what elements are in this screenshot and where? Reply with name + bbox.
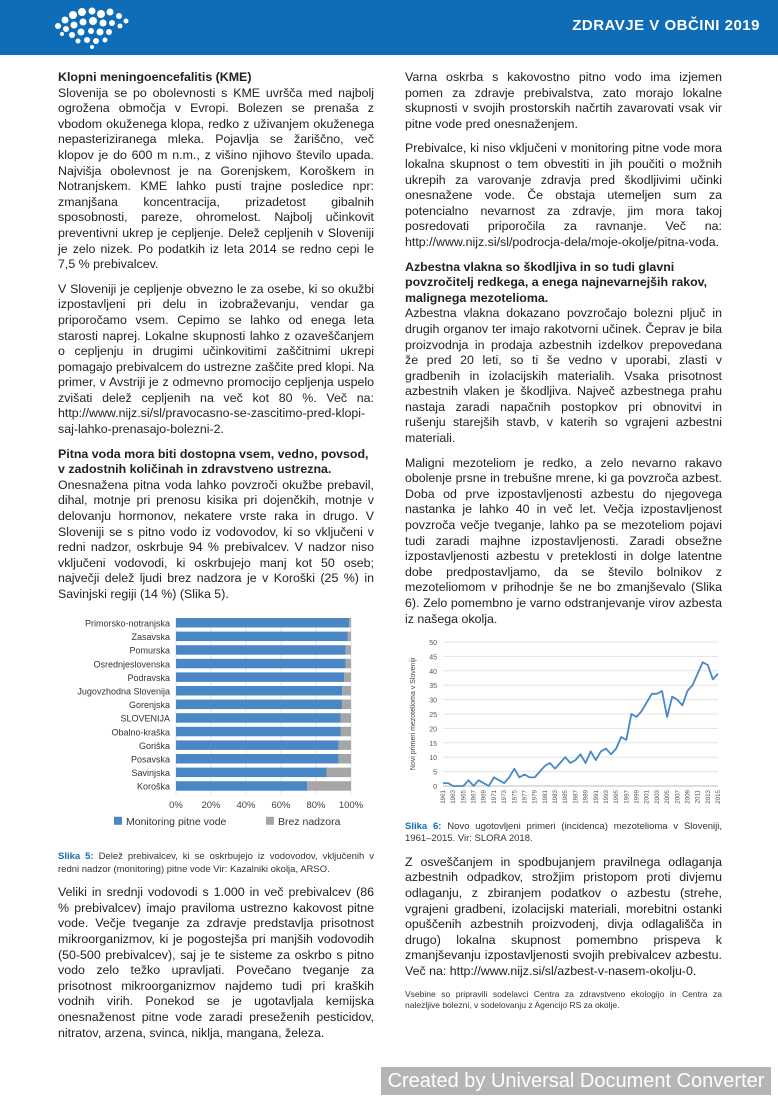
bar-brez-nadzora (341, 726, 352, 736)
page-title: ZDRAVJE V OBČINI 2019 (572, 17, 760, 34)
y-tick-label: 5 (433, 769, 437, 777)
series-line (443, 662, 718, 786)
bar-monitoring (176, 713, 341, 723)
water-monitoring-bar-chart (58, 612, 374, 847)
x-tick-label: 1999 (633, 790, 641, 804)
watermark: Created by Universal Document Converter (381, 1067, 771, 1095)
figure-5-caption (58, 851, 374, 876)
y-tick-label: 35 (429, 683, 437, 691)
x-tick-label: 2013 (704, 790, 712, 804)
bar-brez-nadzora (342, 686, 351, 696)
bar-monitoring (176, 686, 342, 696)
x-tick-label: 40% (236, 799, 256, 811)
bar-monitoring (176, 672, 344, 682)
x-tick-label: 20% (201, 799, 221, 811)
x-tick-label: 1965 (460, 790, 468, 804)
bar-monitoring (176, 740, 339, 750)
x-tick-label: 2003 (653, 790, 661, 804)
x-tick-label: 1979 (531, 790, 539, 804)
x-tick-label: 2011 (694, 790, 702, 804)
paragraph-monitoring: Prebivalce, ki niso vključeni v monitoring pitne vode mora lokalna skupnost o tem obvestiti in jih poučiti o možnih ukrepih za varovanje zdravja pred škodljivimi učinki onesnažene vode. Če obstaja utemeljen sum za potencialno nevarnost za zdravje, jim mora takoj posredovati priporočila za ravnanje. Več na: http://www.nijz.si/sl/podrocja-dela/moje-okolje/pitna-voda. (405, 141, 722, 249)
paragraph-azbest: Azbestna vlakna dokazano povzročajo bolezni pljuč in drugih organov ter imajo rakotvorni učinek. Čeprav je bila proizvodnja in prodaja azbestnih izdelkov prepovedana že pred 20 leti, so ti še vedno v uporabi, zlasti v gradbenih in izolacijskih materialih. Vsaka prisotnost azbestnih vlaken je škodljiva. Največ azbestnega prahu nastaja zaradi napačnih postopkov pri obnovitvi in rušenju starejših stavb, v katerih so vgrajeni azbestni materiali. (405, 306, 722, 446)
bar-monitoring (176, 781, 307, 791)
x-tick-label: 1993 (602, 790, 610, 804)
legend-swatch (114, 816, 122, 824)
x-tick-label: 1975 (511, 790, 519, 804)
page-header (0, 0, 778, 55)
paragraph-pitna-voda: Onesnažena pitna voda lahko povzroči okužbe prebavil, dihal, motnje pri prenosu kisika pri dojenčkih, motnje v delovanju hormonov, nekatere vrste raka in drugo. V Sloveniji se s pitno vodo iz vodovodov, ki so vključeni v redni nadzor, oskrbuje 94 % prebivalcev. V nadzor niso vključeni vodovodi, ki oskrbujejo manj kot 50 oseb; največji delež ljudi brez nadzora je v Koroški (25 %) in Savinjski regiji (14 %) (Slika 5). (58, 477, 374, 601)
x-tick-label: 2001 (643, 790, 651, 804)
bar-brez-nadzora (339, 754, 351, 764)
y-tick-label: 25 (429, 712, 437, 720)
category-label: Savinjska (131, 767, 170, 778)
bar-monitoring (176, 658, 346, 668)
paragraph-mezoteliom: Maligni mezoteliom je redko, a zelo nevarno rakavo obolenje prsne in trebušne mrene, ki ga povzroča azbest. Doba od prve izpostavljenosti azbestu do njegovega nastanka je lahko 40 in več let. Večja izpostavljenost povzroča večje tveganje, lahko pa se mezoteliom pojavi tudi zaradi majhne izpostavljenosti. Zaradi obsežne izpostavljenosti azbestu v preteklosti in dolge latentne dobe predpostavljamo, da se število bolnikov z mezoteliomom v prihodnje še ne bo zmanjševalo (Slika 6). Zelo pomembno je varno odstranjevanje virov azbesta iz našega okolja. (405, 455, 722, 626)
y-tick-label: 30 (429, 697, 437, 705)
bar-monitoring (176, 726, 341, 736)
bar-monitoring (176, 645, 346, 655)
caption-text: Delež prebivalcev, ki se oskrbujejo iz vodovodov, vključenih v redni nadzor (monitoring) pitne vode Vir: Kazalniki okolja, ARSO. (58, 851, 374, 875)
bar-monitoring (176, 631, 348, 641)
x-tick-label: 2015 (715, 790, 722, 804)
bar-monitoring (176, 699, 342, 709)
paragraph-oskrba: Varna oskrba s kakovostno pitno vodo ima izjemen pomen za zdravje prebivalstva, zato morajo lokalne skupnosti v svojih prostorskih načrtih zavarovati vsak vir pitne vode pred onesnaženjem. (405, 70, 722, 131)
x-tick-label: 1983 (552, 790, 560, 804)
heading-azbest: Azbestna vlakna so škodljiva in so tudi glavni povzročitelj redkega, a enega najnevarnejših rakov, malignega mezotelioma. (405, 259, 708, 305)
mesothelioma-line-chart (405, 636, 722, 816)
x-tick-label: 1961 (440, 790, 447, 804)
bar-monitoring (176, 767, 327, 777)
bar-brez-nadzora (339, 740, 351, 750)
category-label: Obalno-kraška (111, 726, 170, 737)
legend-swatch (266, 816, 274, 824)
caption-label: Slika 5: (58, 851, 94, 863)
paragraph-vodovodi: Veliki in srednji vodovodi s 1.000 in več prebivalcev (86 % prebivalcev) imajo praviloma ustrezno kakovost pitne vode. Večje tveganje za zdravje predstavlja prisotnost mikroorganizmov, ki je pogostejša pri manjših vodovodih (50-500 prebivalcev), saj je te sisteme za oskrbo s pitno vodo zelo težko upravljati. Povečano tveganje za prisotnost mikroorganizmov najdemo tudi pri kraških vodnih virih. Ponekod se je ugotavljala kemijska onesnaženost pitne vode zaradi preseženih pesticidov, nitratov, arzena, svinca, niklja, mangana, železa. (58, 885, 374, 1040)
category-label: Jugovzhodna Slovenija (77, 686, 170, 697)
bar-brez-nadzora (307, 781, 351, 791)
bar-brez-nadzora (349, 618, 351, 628)
category-label: Zasavska (131, 631, 170, 642)
y-tick-label: 0 (433, 784, 437, 792)
x-tick-label: 1973 (501, 790, 509, 804)
category-label: Primorsko-notranjska (84, 618, 170, 629)
bar-brez-nadzora (348, 631, 352, 641)
y-tick-label: 15 (429, 740, 437, 748)
category-label: Gorenjska (128, 699, 170, 710)
x-tick-label: 1995 (613, 790, 621, 804)
x-tick-label: 2007 (674, 790, 682, 804)
bar-brez-nadzora (346, 645, 351, 655)
caption-label: Slika 6: (405, 820, 442, 832)
y-tick-label: 20 (429, 726, 437, 734)
category-label: Posavska (130, 754, 170, 765)
footnote: Vsebine so pripravili sodelavci Centra za zdravstveno ekologijo in Centra za nalezljive bolezni, v sodelovanju z Agencijo RS za okolje. (405, 988, 722, 1010)
x-tick-label: 1981 (541, 790, 549, 804)
x-tick-label: 1971 (490, 790, 498, 804)
x-tick-label: 1989 (582, 790, 590, 804)
category-label: Pomurska (129, 645, 170, 656)
bar-brez-nadzora (341, 713, 352, 723)
y-tick-label: 50 (429, 640, 437, 648)
x-tick-label: 1985 (562, 790, 570, 804)
paragraph-osvescanje: Z osveščanjem in spodbujanjem pravilnega odlaganja azbestnih odpadkov, strožjim pristopom proti divjemu odlaganju, z zbiranjem podatkov o azbestu (strehe, vgrajeni gradbeni, izolacijski materiali, morebitni ostanki opuščenih azbestnih proizvodenj, divja odlagališča in drugo) lokalna skupnost pomembno prispeva k zmanjševanju izpostavljenosti svojih prebivalcev azbestu. Več na: http://www.nijz.si/sl/azbest-v-nasem-okolju-0. (405, 854, 722, 978)
bar-brez-nadzora (346, 658, 351, 668)
y-tick-label: 40 (429, 668, 437, 676)
heading-kme: Klopni meningoencefalitis (KME) (58, 70, 252, 84)
paragraph-kme: Slovenija se po obolevnosti s KME uvršča med najbolj ogrožena območja v Evropi. Bolezen se prenaša z vbodom okuženega klopa, redko z uživanjem okuženega nepasteriziranega mleka. Pojavlja se žariščno, več klopov je do 600 m n.m., z višino njihovo število upada. Najvišja obolevnost je na Gorenjskem, Koroškem in Notranjskem. KME lahko pusti trajne posledice npr: zmanjšana koncentracija, prizadetost gibalnih sposobnosti, pareze, ohromelost. Najbolj učinkovit preventivni ukrep je cepljenje. Delež cepljenih v Sloveniji je zelo nizek. Po podatkih iz leta 2014 se redno cepi le 7,5 % prebivalcev. (58, 85, 374, 272)
y-tick-label: 10 (429, 755, 437, 763)
bar-brez-nadzora (344, 672, 351, 682)
legend-label: Brez nadzora (278, 815, 341, 828)
y-axis-label: Novi primeri mezotelioma v Sloveniji (410, 657, 417, 771)
bar-brez-nadzora (342, 699, 351, 709)
y-tick-label: 45 (429, 654, 437, 662)
paragraph-cepljenje: V Sloveniji je cepljenje obvezno le za osebe, ki so okužbi izpostavljeni pri delu in izobraževanju, vendar ga priporočamo vsem. Cepimo se lahko od enega leta starosti naprej. Lokalne skupnosti lahko z ozaveščanjem o cepljenju in drugimi učinkovitimi zaščitnimi ukrepi pomagajo prebivalcem do ustrezne zaščite pred klopi. Na primer, v Avstriji je z odmevno promocijo cepljenja uspelo zvišati delež cepljenih na več kot 80 %. Več na: http://www.nijz.si/sl/pravocasno-se-zascitimo-pred-klopi-saj-lahko-prenasajo-bolezni-2. (58, 281, 374, 437)
x-tick-label: 80% (306, 799, 326, 811)
figure-6-caption (405, 821, 722, 846)
bar-monitoring (176, 754, 339, 764)
x-tick-label: 1997 (623, 790, 631, 804)
x-tick-label: 2009 (684, 790, 692, 804)
x-tick-label: 1977 (521, 790, 529, 804)
x-tick-label: 1987 (572, 790, 580, 804)
x-tick-label: 100% (338, 799, 364, 811)
x-tick-label: 60% (271, 799, 291, 811)
x-tick-label: 0% (169, 799, 183, 811)
category-label: Podravska (127, 672, 170, 683)
bar-monitoring (176, 618, 349, 628)
category-label: Koroška (136, 781, 170, 792)
category-label: SLOVENIJA (120, 713, 170, 724)
x-tick-label: 1963 (450, 790, 458, 804)
category-label: Osrednjeslovenska (93, 658, 170, 669)
x-tick-label: 1969 (480, 790, 488, 804)
heading-pitna-voda: Pitna voda mora biti dostopna vsem, vedno, povsod, v zadostnih količinah in zdravstveno ustrezna. (58, 446, 369, 477)
bar-brez-nadzora (327, 767, 352, 777)
caption-text: Novo ugotovljeni primeri (incidenca) mezotelioma v Sloveniji, 1961–2015. Vir: SLORA 2018. (405, 820, 722, 845)
x-tick-label: 2005 (664, 790, 672, 804)
x-tick-label: 1967 (470, 790, 478, 804)
x-tick-label: 1991 (592, 790, 600, 804)
right-column (405, 70, 722, 1020)
slovenia-map-logo (48, 4, 134, 52)
left-column (58, 70, 374, 1050)
category-label: Goriška (138, 740, 170, 751)
legend-label: Monitoring pitne vode (126, 815, 227, 828)
